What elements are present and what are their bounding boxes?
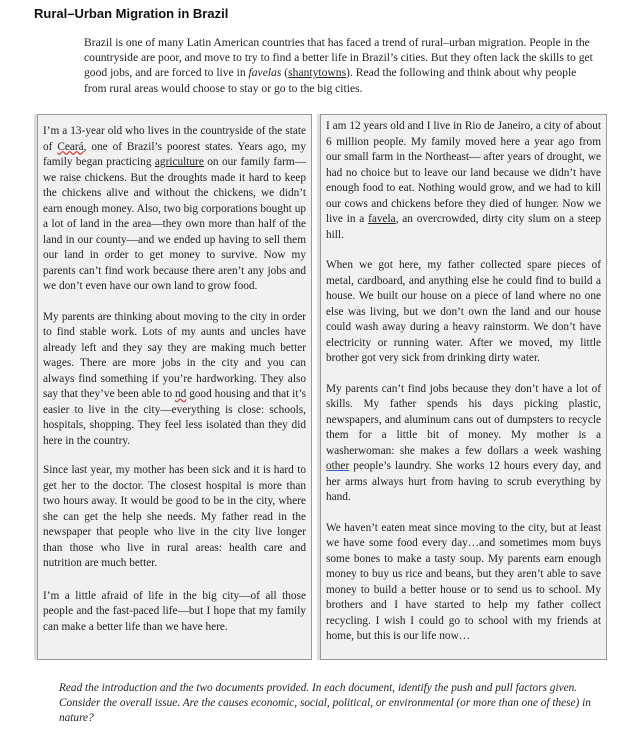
paragraph: I’m a little afraid of life in the big city—of all those people and the fast-paced life—but I hope that my family can make a better life than we have here. <box>43 589 306 633</box>
intro-text: Brazil is one of many Latin American countries that has faced a trend of rural–urban migration. People in the countryside are poor, and move to try to find a better life in Brazil’s cities. But they often lack the skills to get good jobs, and are forced to live in <box>84 36 593 80</box>
paragraph: My parents are thinking about moving to the city in order to find stable work. Lots of my aunts and uncles have already left and they say they are making much better wages. There are more jobs in the city and you can always find something if you’re hardworking. They also say that they’ve been able to nd good housing and that it’s easier to live in the city—everything is close: schools, hospitals, shopping. They feel less isolated than they did here in the country. <box>43 310 306 447</box>
intro-paragraph <box>84 35 596 96</box>
paragraph: My parents can’t find jobs because they don’t have a lot of skills. My father spends his days picking plastic, newspapers, and aluminum cans out of dumpsters to recycle them for a little bit of money. My mother is a washerwoman: she makes a few dollars a week washing other people’s laundry. She works 12 hours every day, and her arms always hurt from having to scrub everything by hand. <box>326 382 601 503</box>
document-urban-child <box>320 114 607 660</box>
favela-link[interactable]: favela <box>368 213 396 225</box>
spellcheck-word[interactable]: Ceará <box>57 140 84 153</box>
intro-text: ). Read the following and think about why people from rural areas would choose to stay or go to the big cities. <box>84 66 577 95</box>
paragraph: I’m a 13-year old who lives in the countryside of the state of Ceará, one of Brazil’s poorest states. Years ago, my family began practicing agriculture on our family farm—we raise chickens. But the droughts made it hard to keep the chickens alive and without the chickens, we didn’t earn enough money. Also, two big corporations bought up a lot of land in the area—they own more than half of the land in our county—and we ended up having to sell them our land in order to get money to survive. Now my parents can’t find work because there aren’t any jobs and we don’t even have our own land to grow food. <box>43 125 306 292</box>
shantytowns-link[interactable]: shantytowns <box>288 66 347 80</box>
spellcheck-word[interactable]: nd <box>174 388 187 400</box>
intro-text: ( <box>281 66 289 80</box>
paragraph: Since last year, my mother has been sick and it is hard to get her to the doctor. The closest hospital is more than two hours away. It would be good to be in the city, where she can get the help she needs. My father read in the newspaper that people who live in the city live longer than those who live in rural areas: health care and nutrition are much better. <box>43 464 306 569</box>
grammar-flag-word[interactable]: other <box>326 460 350 472</box>
paragraph: We haven’t eaten meat since moving to the city, but at least we have some food every day…and sometimes mom buys some bones to make a tasty soup. My parents earn enough money to buy us rice and beans, but they aren’t able to save money to build a better house or to send us to school. My brothers and I have started to help my father collect recycling. I wish I could go to school with my friends at home, but this is our life now… <box>326 521 601 642</box>
paragraph: When we got here, my father collected spare pieces of metal, cardboard, and anything else he could find to build a house. We built our house on a piece of land where no one else was living, but we don’t own the land and our house could wash away during a heavy rainstorm. We don’t have electricity or running water. After we moved, my little brother got very sick from drinking dirty water. <box>326 259 601 364</box>
paragraph: I am 12 years old and I live in Rio de Janeiro, a city of about 6 million people. My family moved here a year ago from our small farm in the Northeast— after years of drought, we had no choice but to leave our land because we didn’t have enough food to eat. Nothing would grow, and we had to kill our cows and chickens before they died of hunger. Now we live in a favela, an overcrowded, dirty city slum on a steep hill. <box>326 120 601 241</box>
favelas-term: favelas <box>248 66 282 80</box>
assignment-question: Read the introduction and the two documents provided. In each document, identify the push and pull factors given. Consider the overall issue. Are the causes economic, social, political, or environmental (or more than one of these) in nature? <box>59 682 591 724</box>
page-title: Rural–Urban Migration in Brazil <box>34 6 229 21</box>
document-rural-child <box>37 114 312 660</box>
agriculture-link[interactable]: agriculture <box>154 156 204 168</box>
